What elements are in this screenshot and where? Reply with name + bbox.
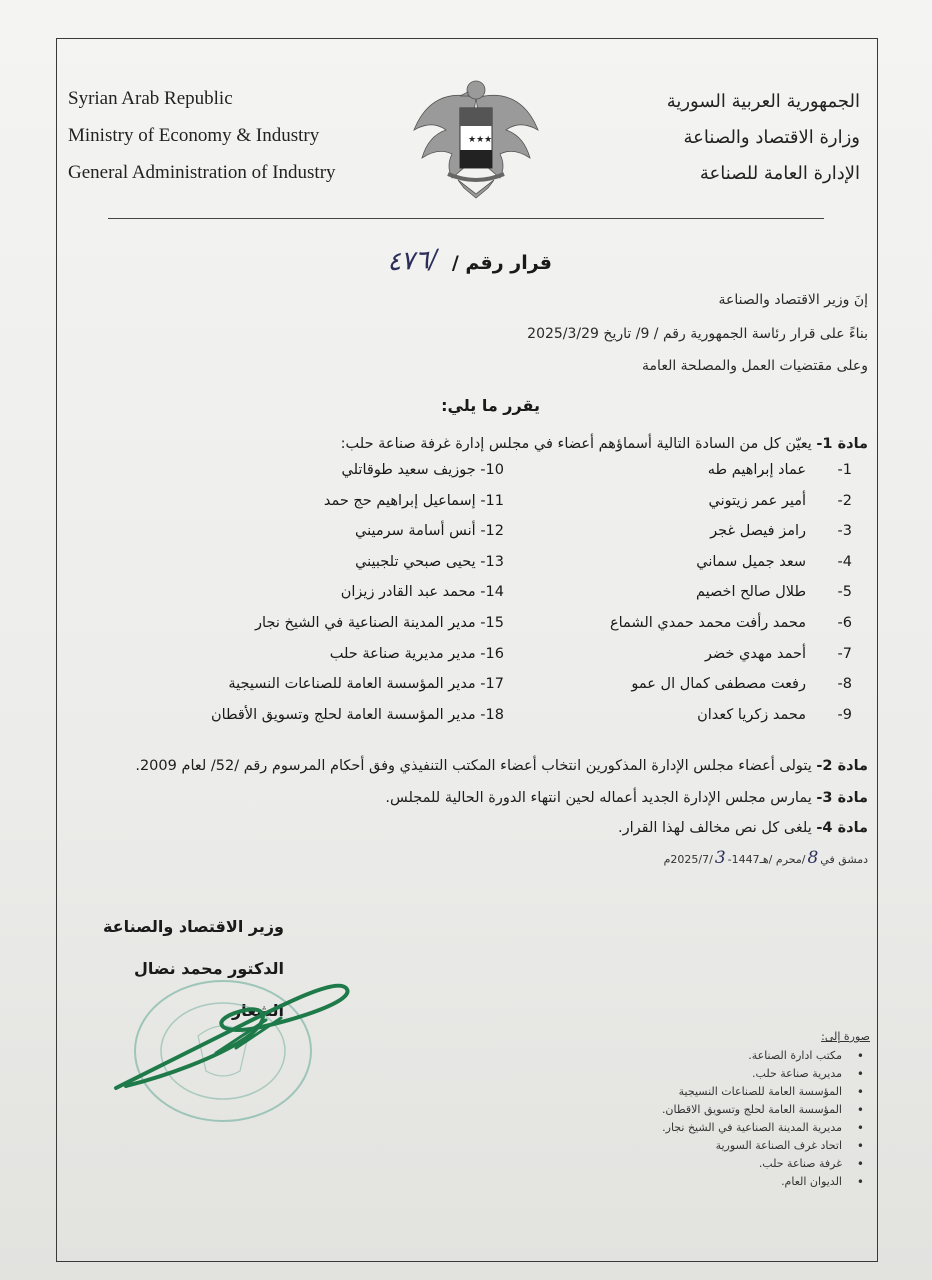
list-item: 16- مدير مديرية صناعة حلب (329, 645, 504, 662)
list-item: • المؤسسة العامة للصناعات النسيجية (662, 1083, 842, 1101)
member-number: 2- (837, 492, 852, 509)
date-day-handwritten: 8 (807, 848, 819, 868)
article-text: يتولى أعضاء مجلس الإدارة المذكورين انتخاب أعضاء المكتب التنفيذي وفق أحكام المرسوم رقم /52/ لعام 2009. (135, 758, 817, 774)
member-number: 9- (837, 706, 852, 723)
svg-text:★★★: ★★★ (468, 135, 493, 145)
signatory-name: الدكتور محمد نضال الشعار (133, 959, 284, 1020)
article-3 (385, 790, 868, 806)
article-label: مادة 2- (816, 758, 868, 774)
member-name: طلال صالح اخصيم (695, 584, 806, 601)
list-item: 14- محمد عبد القادر زيزان (340, 584, 504, 601)
list-item (552, 615, 852, 646)
list-item (552, 493, 852, 524)
copies-to-list (662, 1030, 870, 1191)
list-item: 17- مدير المؤسسة العامة للصناعات النسيجية (228, 676, 504, 693)
member-number: 8- (837, 676, 852, 693)
list-item (552, 523, 852, 554)
members-list-right (552, 462, 852, 737)
member-number: 4- (837, 553, 852, 570)
copies-title: صورة إلى: (821, 1030, 870, 1043)
letterhead-admin-ar: الإدارة العامة للصناعة (699, 163, 860, 184)
list-item: • مديرية صناعة حلب. (662, 1065, 842, 1083)
date-prefix: دمشق في (820, 853, 868, 866)
list-item (552, 554, 852, 585)
article-text: يعيّن كل من السادة التالية أسماؤهم أعضاء في مجلس إدارة غرفة صناعة حلب: (340, 436, 817, 452)
article-2 (135, 758, 868, 774)
article-text: يمارس مجلس الإدارة الجديد أعماله لحين انتهاء الدورة الحالية للمجلس. (385, 790, 817, 806)
list-item: • الديوان العام. (662, 1173, 842, 1191)
article-4 (618, 820, 868, 836)
list-item: 15- مدير المدينة الصناعية في الشيخ نجار (255, 614, 504, 631)
letterhead-admin-en: General Administration of Industry (68, 162, 336, 183)
member-name: سعد جميل سماني (696, 553, 806, 570)
date-suffix: /2025/7م (663, 853, 713, 866)
members-list-left (210, 462, 504, 737)
article-1 (341, 436, 868, 452)
english-letterhead (68, 80, 336, 191)
list-item: • المؤسسة العامة لحلج وتسويق الاقطان. (662, 1101, 842, 1119)
letterhead-country-en: Syrian Arab Republic (68, 88, 233, 109)
member-name: رفعت مصطفى كمال ال عمو (631, 676, 806, 693)
preamble-line: بناءً على قرار رئاسة الجمهورية رقم / 9/ تاريخ 2025/3/29 (527, 326, 868, 342)
arabic-letterhead (667, 84, 860, 192)
member-name: محمد رأفت محمد حمدي الشماع (609, 614, 806, 631)
list-item (552, 676, 852, 707)
member-name: رامز فيصل غجر (710, 523, 806, 540)
header-divider (108, 218, 824, 219)
article-text: يلغى كل نص مخالف لهذا القرار. (617, 820, 817, 836)
list-item: 11- إسماعيل إبراهيم حج حمد (323, 492, 504, 509)
member-number: 1- (837, 462, 852, 478)
list-item (552, 584, 852, 615)
member-number: 6- (837, 614, 852, 631)
letterhead-ministry-en: Ministry of Economy & Industry (68, 125, 320, 146)
member-name: أمير عمر زيتوني (708, 492, 806, 509)
list-item (552, 462, 852, 493)
preamble-line: وعلى مقتضيات العمل والمصلحة العامة (642, 358, 868, 374)
member-number: 3- (837, 523, 852, 540)
list-item: • غرفة صناعة حلب. (662, 1155, 842, 1173)
article-label: مادة 3- (816, 790, 868, 806)
article-label: مادة 4- (816, 820, 868, 836)
list-item: • مديرية المدينة الصناعية في الشيخ نجار. (662, 1119, 842, 1137)
syrian-eagle-emblem-icon (408, 70, 544, 200)
member-name: محمد زكريا كعدان (697, 706, 806, 723)
member-number: 7- (837, 645, 852, 662)
decides-heading: يقرر ما يلي: (441, 396, 540, 415)
decision-label: قرار رقم / (451, 252, 552, 274)
preamble-line: إنَ وزير الاقتصاد والصناعة (718, 292, 868, 308)
date-middle: /محرم /هـ1447- (727, 853, 806, 866)
list-item: • مكتب ادارة الصناعة. (662, 1047, 842, 1065)
article-label: مادة 1- (816, 436, 868, 452)
list-item: 10- جوزيف سعيد طوقاتلي (341, 462, 504, 478)
decision-title (387, 246, 552, 276)
list-item: 12- أنس أسامة سرميني (355, 523, 504, 540)
letterhead-ministry-ar: وزارة الاقتصاد والصناعة (683, 127, 860, 148)
decision-number: /٤٧٦ (386, 244, 439, 278)
handwritten-signature-icon (96, 948, 356, 1098)
list-item: 18- مدير المؤسسة العامة لحلج وتسويق الأقطان (210, 706, 504, 723)
member-name: أحمد مهدي خضر (704, 645, 806, 662)
list-item (552, 707, 852, 738)
member-name: عماد إبراهيم طه (707, 462, 806, 478)
member-number: 5- (837, 584, 852, 601)
list-item: • اتحاد غرف الصناعة السورية (662, 1137, 842, 1155)
list-item (552, 646, 852, 677)
date-line (664, 848, 868, 868)
date-day2-handwritten: 3 (714, 848, 726, 868)
signatory-title: وزير الاقتصاد والصناعة (102, 917, 284, 936)
list-item: 13- يحيى صبحي تلجبيني (355, 553, 504, 570)
letterhead-country-ar: الجمهورية العربية السورية (666, 91, 860, 112)
